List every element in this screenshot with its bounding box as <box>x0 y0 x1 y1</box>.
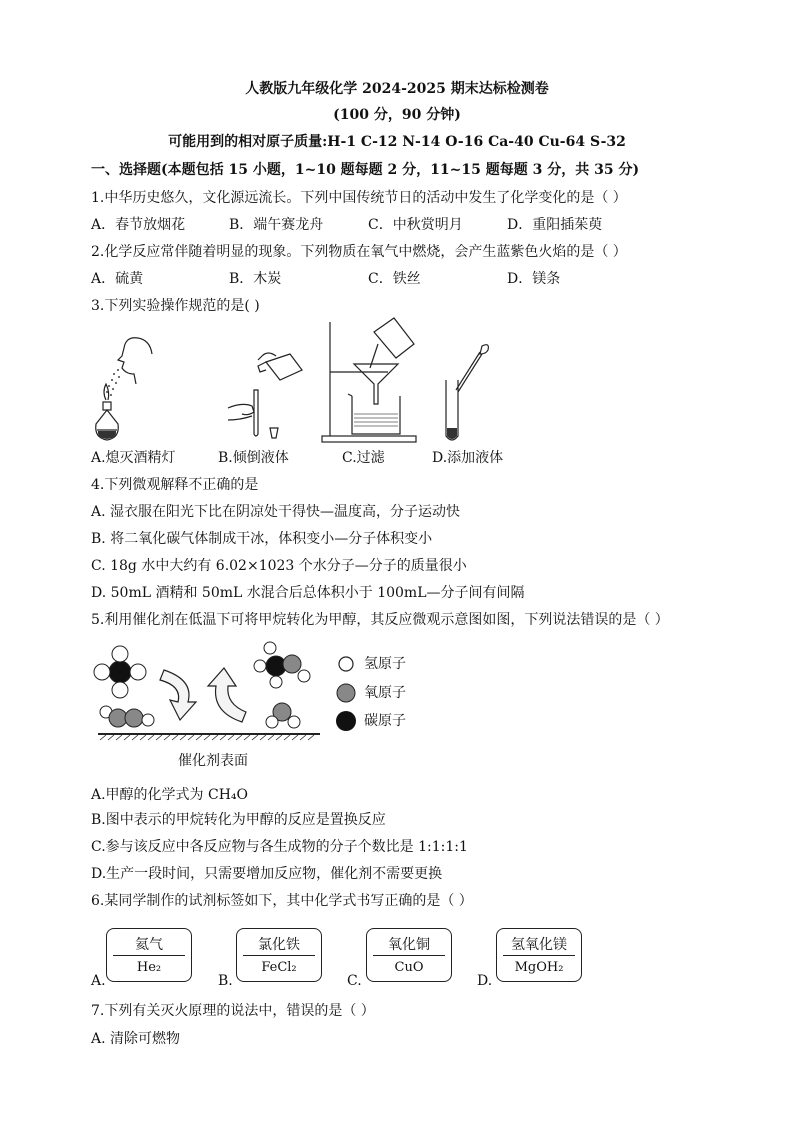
catalyst-surface-label: 催化剂表面 <box>178 753 248 769</box>
legend-carbon-label: 碳原子 <box>364 713 406 729</box>
q2-option-a: A．硫黄 <box>91 271 144 287</box>
reagent-name: 氧化铜 <box>388 937 430 953</box>
q4-option-b: B. 将二氧化碳气体制成干冰，体积变小—分子体积变小 <box>91 531 433 547</box>
page-subtitle: (100 分，90 分钟) <box>333 107 461 123</box>
q6-letter-c: C. <box>347 973 362 989</box>
q2-option-c: C．铁丝 <box>368 271 421 287</box>
reagent-formula: He₂ <box>136 960 162 975</box>
legend-oxygen-label: 氧原子 <box>364 685 406 701</box>
question-4-stem: 4.下列微观解释不正确的是 <box>91 477 259 493</box>
question-3-stem: 3.下列实验操作规范的是( ) <box>91 298 260 314</box>
legend-carbon-icon <box>335 710 357 732</box>
q3-caption-c: C.过滤 <box>342 450 385 466</box>
q5-option-c: C.参与该反应中各反应物与各生成物的分子个数比是 1:1:1:1 <box>91 839 468 855</box>
q1-option-a: A．春节放烟花 <box>91 217 186 233</box>
reagent-label-b <box>236 928 322 982</box>
q4-option-a: A. 湿衣服在阳光下比在阴凉处干得快—温度高，分子运动快 <box>91 504 461 520</box>
q3-caption-b: B.倾倒液体 <box>218 450 289 466</box>
figure-pouring-liquid <box>218 350 308 446</box>
q1-option-d: D．重阳插茱萸 <box>507 217 603 233</box>
legend-oxygen-icon <box>336 683 356 703</box>
figure-filtration <box>318 318 418 446</box>
q2-option-d: D．镁条 <box>507 271 561 287</box>
q5-option-a: A.甲醇的化学式为 CH₄O <box>91 787 249 803</box>
legend-hydrogen-icon <box>337 655 355 673</box>
q6-letter-b: B. <box>218 973 233 989</box>
q7-option-a: A. 清除可燃物 <box>91 1031 181 1047</box>
question-1-stem: 1.中华历史悠久，文化源远流长。下列中国传统节日的活动中发生了化学变化的是（ ） <box>91 190 627 206</box>
q4-option-d: D. 50mL 酒精和 50mL 水混合后总体积小于 100mL—分子间有间隔 <box>91 585 525 601</box>
q5-option-d: D.生产一段时间，只需要增加反应物，催化剂不需要更换 <box>91 866 443 882</box>
reagent-name: 氯化铁 <box>258 937 300 953</box>
question-2-stem: 2.化学反应常伴随着明显的现象。下列物质在氧气中燃烧，会产生蓝紫色火焰的是（ ） <box>91 244 627 260</box>
q1-option-c: C．中秋赏明月 <box>368 217 463 233</box>
figure-alcohol-lamp <box>92 330 192 448</box>
q4-option-c: C. 18g 水中大约有 6.02×1023 个水分子—分子的质量很小 <box>91 558 467 574</box>
reagent-formula: CuO <box>394 960 424 975</box>
q1-option-b: B．端午赛龙舟 <box>229 217 324 233</box>
reagent-label-a <box>106 928 192 982</box>
legend-hydrogen-label: 氢原子 <box>364 656 406 672</box>
q3-caption-d: D.添加液体 <box>432 450 504 466</box>
reagent-formula: MgOH₂ <box>514 960 564 975</box>
q5-option-b: B.图中表示的甲烷转化为甲醇的反应是置换反应 <box>91 812 386 828</box>
atomic-masses: 可能用到的相对原子质量:H-1 C-12 N-14 O-16 Ca-40 Cu-64 S-32 <box>168 134 626 150</box>
question-5-stem: 5.利用催化剂在低温下可将甲烷转化为甲醇，其反应微观示意图如图，下列说法错误的是（ ） <box>91 612 669 628</box>
reagent-name: 氦气 <box>135 937 163 953</box>
q2-option-b: B．木炭 <box>229 271 282 287</box>
reagent-label-d <box>496 928 582 982</box>
reaction-micro-diagram <box>92 640 324 744</box>
reagent-formula: FeCl₂ <box>261 960 297 975</box>
q6-letter-a: A. <box>91 973 106 989</box>
q6-letter-d: D. <box>477 973 493 989</box>
page-title: 人教版九年级化学 2024-2025 期末达标检测卷 <box>245 81 549 97</box>
reagent-label-c <box>366 928 452 982</box>
question-6-stem: 6.某同学制作的试剂标签如下，其中化学式书写正确的是（ ） <box>91 893 473 909</box>
reagent-name: 氢氧化镁 <box>511 937 567 953</box>
q3-caption-a: A.熄灭酒精灯 <box>91 450 176 466</box>
section-heading: 一、选择题(本题包括 15 小题，1~10 题每题 2 分，11~15 题每题 3 分，共 35 分) <box>91 162 640 178</box>
question-7-stem: 7.下列有关灭火原理的说法中，错误的是（ ） <box>91 1003 375 1019</box>
figure-dropper <box>432 340 492 444</box>
